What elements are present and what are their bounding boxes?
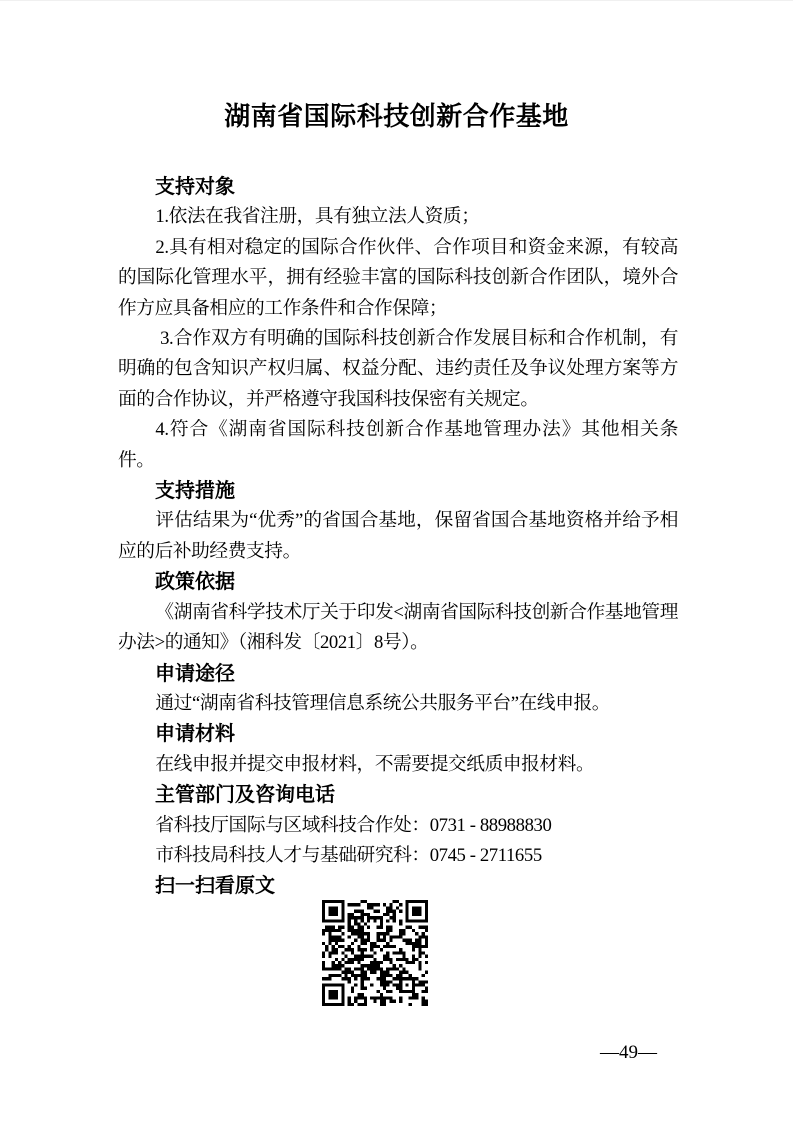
paragraph: 省科技厅国际与区域科技合作处：0731 - 88988830	[155, 814, 552, 836]
paragraph: 《湖南省科学技术厅关于印发<湖南省国际科技创新合作基地管理办法>的通知》（湘科发〔2021〕8号）。	[118, 601, 678, 654]
qr-code-icon	[322, 900, 428, 1006]
qr-code-block	[322, 900, 428, 1006]
section-heading: 支持对象	[155, 176, 235, 198]
scan-edge-line	[0, 0, 793, 1]
section-heading: 支持措施	[155, 480, 235, 503]
section-heading: 主管部门及咨询电话	[155, 784, 335, 807]
section-heading: 政策依据	[155, 571, 235, 594]
paragraph: 评估结果为“优秀”的省国合基地，保留省国合基地资格并给予相应的后补助经费支持。	[118, 510, 678, 562]
document-title: 湖南省国际科技创新合作基地	[224, 102, 569, 131]
paragraph: 通过“湖南省科技管理信息系统公共服务平台”在线申报。	[155, 692, 611, 714]
section-heading: 申请材料	[155, 723, 235, 746]
document-body	[118, 172, 678, 902]
paragraph: 市科技局科技人才与基础研究科：0745 - 2711655	[155, 844, 542, 866]
section-heading: 扫一扫看原文	[155, 875, 275, 898]
paragraph: 在线申报并提交申报材料，不需要提交纸质申报材料。	[155, 753, 595, 775]
page-number: —49—	[600, 1042, 657, 1063]
paragraph: 3.合作双方有明确的国际科技创新合作发展目标和合作机制，有明确的包含知识产权归属、权益分配、违约责任及争议处理方案等方面的合作协议，并严格遵守我国科技保密有关规定。	[118, 328, 678, 410]
paragraph: 1.依法在我省注册，具有独立法人资质；	[155, 206, 480, 228]
paragraph: 2.具有相对稳定的国际合作伙伴、合作项目和资金来源，有较高的国际化管理水平，拥有经验丰富的国际科技创新合作团队，境外合作方应具备相应的工作条件和合作保障；	[118, 236, 678, 319]
paragraph: 4.符合《湖南省国际科技创新合作基地管理办法》其他相关条件。	[118, 419, 678, 471]
section-heading: 申请途径	[155, 662, 235, 685]
